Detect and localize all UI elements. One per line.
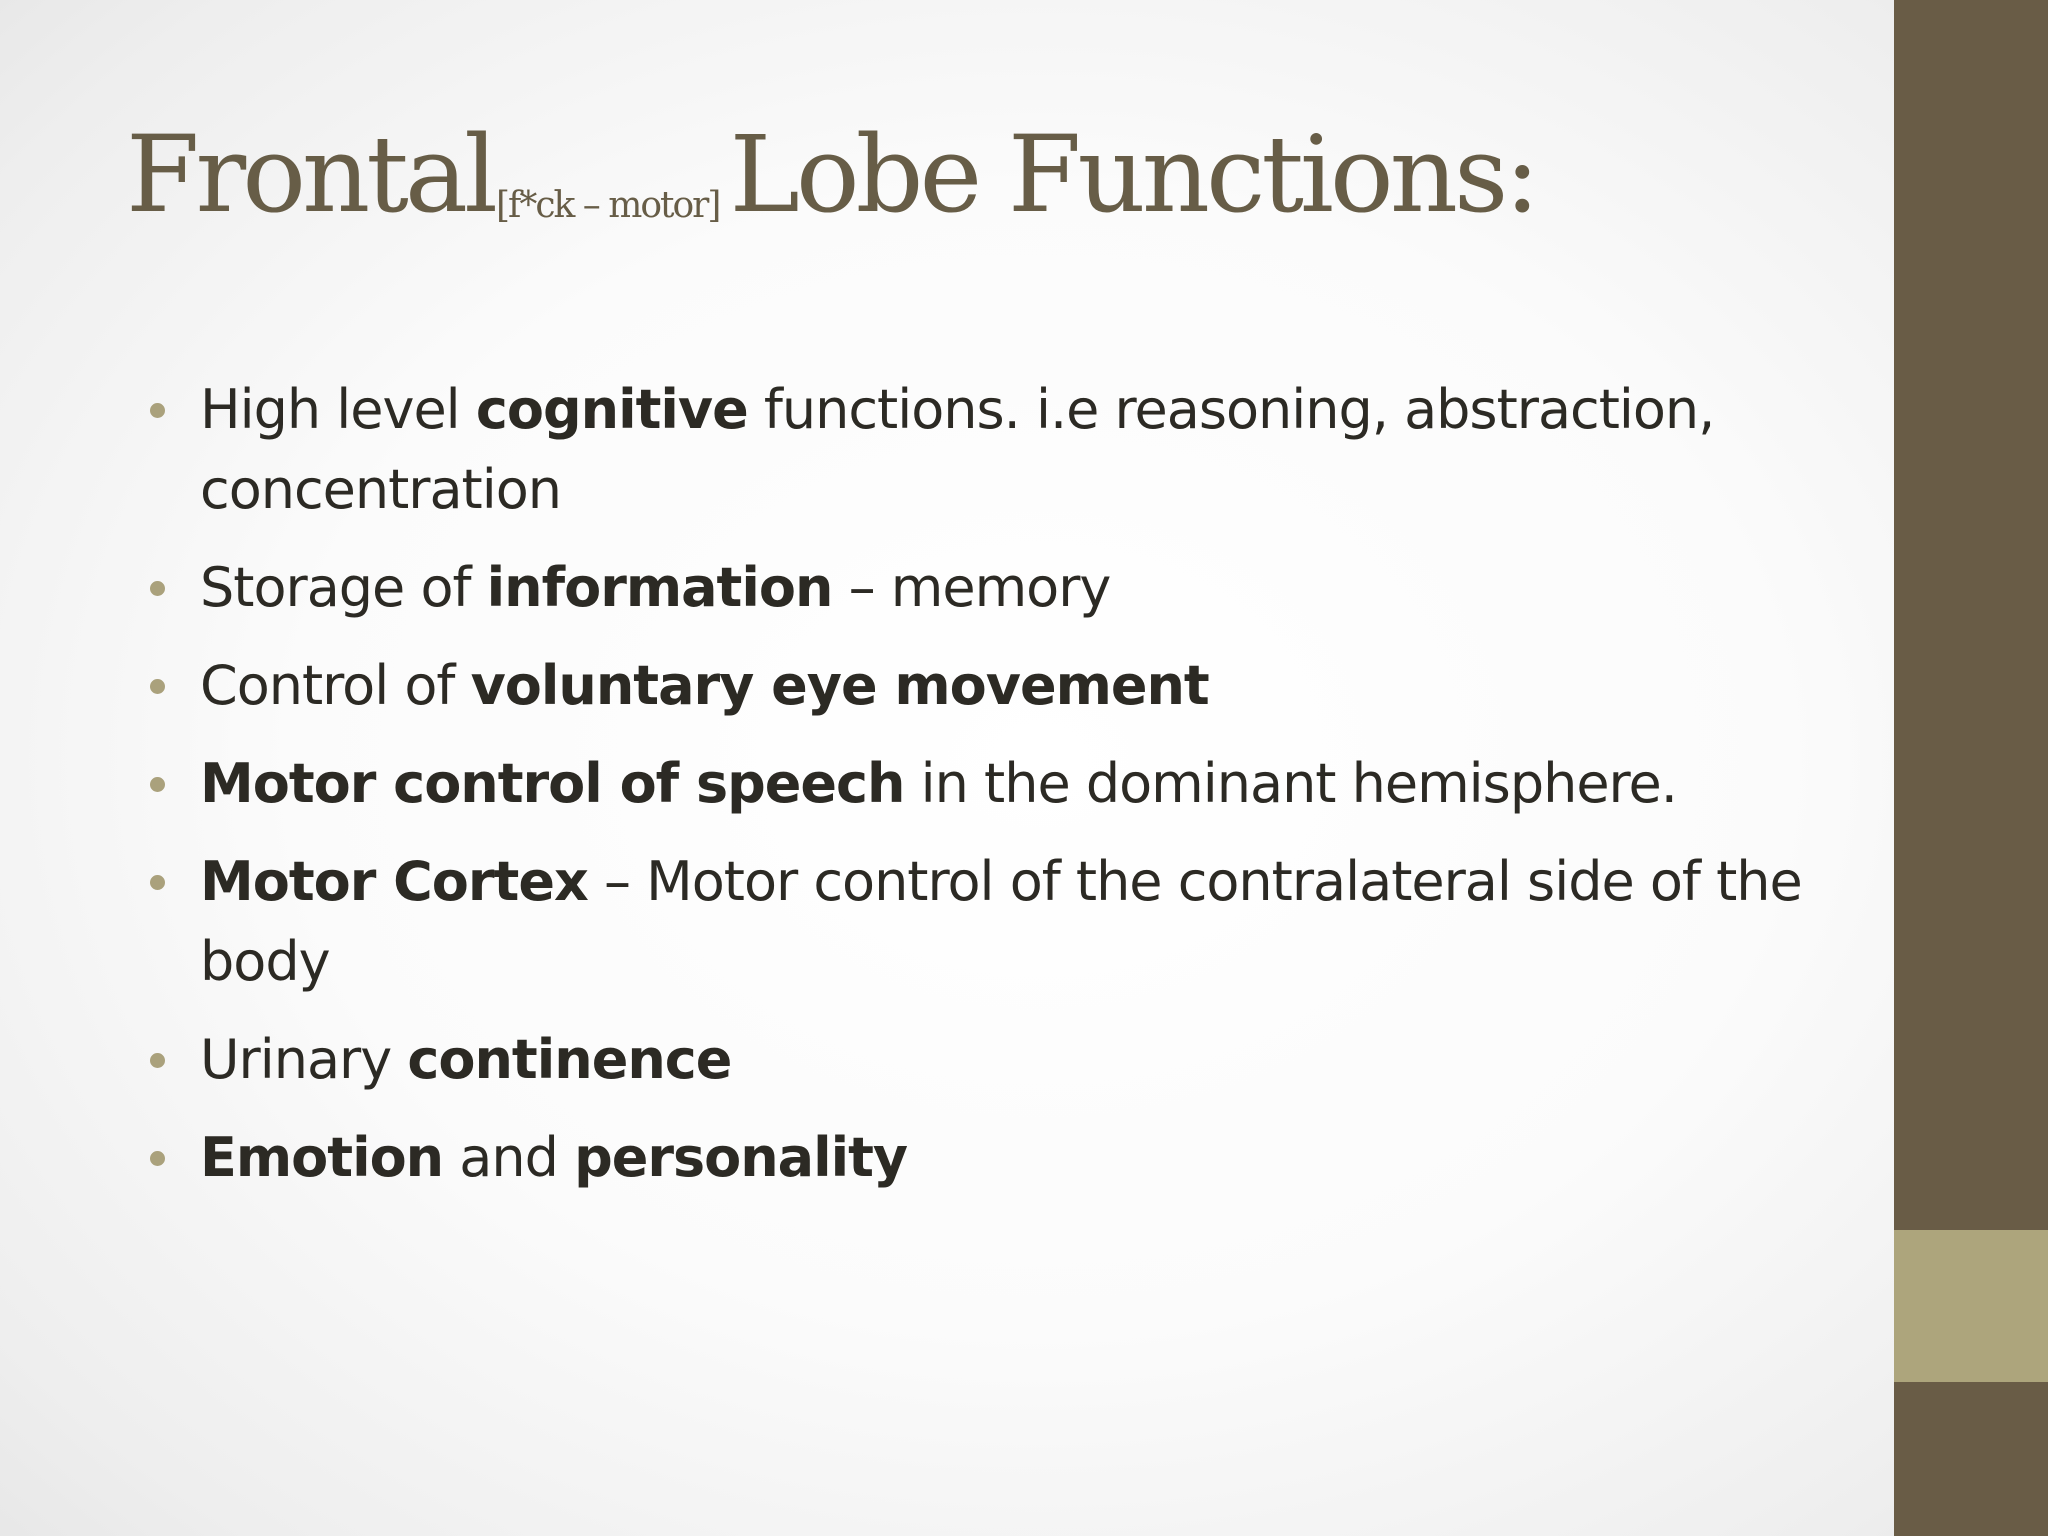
bullet-item xyxy=(200,646,1840,726)
bullet-text: Urinary xyxy=(200,1028,408,1091)
bullet-bold-text: Emotion xyxy=(200,1126,444,1189)
bullet-text: – Motor control of the contralateral side of the body xyxy=(200,850,1802,993)
slide-title xyxy=(126,113,1537,236)
bullet-bold-text: personality xyxy=(574,1126,908,1189)
bullet-item xyxy=(200,1118,1840,1198)
bullet-item xyxy=(200,842,1840,1002)
bullet-bold-text: voluntary eye movement xyxy=(470,654,1209,717)
bullet-item xyxy=(200,370,1840,530)
bullet-text: in the dominant hemisphere. xyxy=(904,752,1677,815)
bullet-text: High level xyxy=(200,378,476,441)
bullet-text: and xyxy=(443,1126,575,1189)
bullet-bold-text: Motor Cortex xyxy=(200,850,588,913)
bullet-text: Control of xyxy=(200,654,471,717)
title-main: Frontal xyxy=(126,113,494,236)
bullet-text: Storage of xyxy=(200,556,487,619)
title-rest: Lobe Functions: xyxy=(729,113,1537,236)
bullet-dot-icon xyxy=(150,875,165,890)
bullet-item xyxy=(200,548,1840,628)
title-subscript: [f*ck – motor] xyxy=(496,185,720,226)
bullet-dot-icon xyxy=(150,679,165,694)
bullet-item xyxy=(200,744,1840,824)
bullet-item xyxy=(200,1020,1840,1100)
bullet-text: – memory xyxy=(832,556,1111,619)
bullet-text: functions. i.e reasoning, abstraction, concentration xyxy=(200,378,1715,521)
bullet-dot-icon xyxy=(150,581,165,596)
bullet-dot-icon xyxy=(150,1151,165,1166)
bullet-bold-text: information xyxy=(486,556,833,619)
bullet-dot-icon xyxy=(150,777,165,792)
bullet-bold-text: cognitive xyxy=(475,378,748,441)
bullet-bold-text: Motor control of speech xyxy=(200,752,905,815)
bullet-bold-text: continence xyxy=(407,1028,732,1091)
bullet-dot-icon xyxy=(150,1053,165,1068)
bullet-list xyxy=(200,370,1840,1216)
bullet-dot-icon xyxy=(150,403,165,418)
sidebar-accent-block xyxy=(1894,1230,2048,1382)
